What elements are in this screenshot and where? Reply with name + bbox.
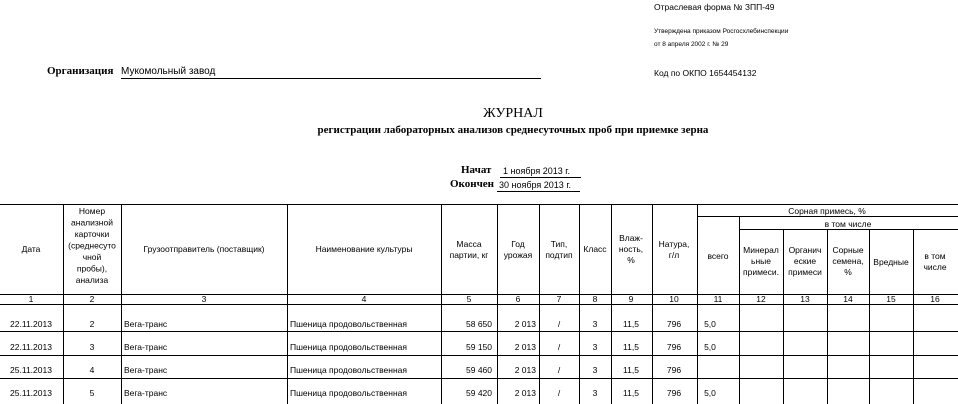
header-mass: Масса [456, 239, 482, 249]
column-number: 7 [556, 294, 562, 304]
header-natura: г/л [668, 250, 680, 260]
column-number: 10 [669, 294, 679, 304]
start-value: 1 ноября 2013 г. [500, 165, 581, 178]
row-type: / [557, 388, 561, 398]
header-mineral: примеси. [742, 267, 780, 277]
row-class: 3 [592, 388, 598, 398]
row-culture: Пшеница продовольственная [290, 365, 407, 375]
row-natura: 796 [666, 319, 682, 329]
row-culture: Пшеница продовольственная [290, 388, 407, 398]
row-mass: 58 650 [466, 319, 492, 329]
row-date: 22.11.2013 [10, 342, 52, 352]
column-number: 3 [201, 294, 207, 304]
header-mineral: Минерал [743, 245, 779, 255]
row-natura: 796 [666, 365, 682, 375]
row-weed-total: 5,0 [704, 319, 716, 329]
header-incl: в том числе [824, 219, 872, 229]
header-incl-2: в том [924, 251, 946, 261]
header-card-number: (среднесуто [68, 240, 116, 251]
row-type: / [557, 319, 561, 329]
header-type: Тип, [550, 239, 568, 249]
header-total: всего [707, 251, 729, 261]
journal-subtitle: регистрации лабораторных анализов среднесуточных проб при приемке зерна [317, 124, 709, 136]
row-moisture: 11,5 [623, 342, 639, 352]
row-shipper: Вега-транс [124, 342, 168, 352]
row-class: 3 [592, 342, 598, 352]
end-label: Окончен [450, 178, 495, 190]
header-card-number: анализной [71, 217, 113, 228]
column-number: 14 [843, 294, 853, 304]
column-number: 8 [592, 294, 598, 304]
column-number: 12 [756, 294, 766, 304]
row-date: 25.11.2013 [10, 388, 52, 398]
row-card-number: 5 [89, 388, 95, 398]
row-moisture: 11,5 [623, 388, 639, 398]
header-seeds: Сорные [832, 245, 864, 255]
header-class: Класс [583, 244, 607, 254]
header-culture: Наименование культуры [315, 244, 413, 254]
end-value: 30 ноября 2013 г. [497, 179, 580, 192]
row-weed-total: 5,0 [704, 388, 716, 398]
approved-line-1: Утверждена приказом Росгосхлебинспекции [654, 28, 789, 35]
column-number: 4 [361, 294, 367, 304]
row-type: / [557, 365, 561, 375]
header-card-number: анализа [75, 275, 109, 285]
row-shipper: Вега-транс [124, 365, 168, 375]
start-label: Начат [461, 164, 492, 176]
org-value: Мукомольный завод [121, 66, 541, 79]
row-year: 2 013 [514, 365, 536, 375]
header-seeds: % [844, 267, 852, 277]
column-number: 15 [886, 294, 896, 304]
header-organic: Органич [788, 245, 822, 255]
row-mass: 59 460 [466, 365, 492, 375]
row-year: 2 013 [514, 342, 536, 352]
row-class: 3 [592, 365, 598, 375]
column-number: 9 [628, 294, 634, 304]
header-moisture: % [627, 255, 635, 265]
row-culture: Пшеница продовольственная [290, 342, 407, 352]
column-number: 16 [930, 294, 940, 304]
column-number: 2 [89, 294, 95, 304]
row-natura: 796 [666, 342, 682, 352]
header-mineral: ьные [751, 256, 771, 266]
header-type: подтип [545, 250, 573, 260]
column-number: 5 [466, 294, 472, 304]
header-moisture: Влаж- [619, 233, 643, 243]
column-number: 13 [800, 294, 810, 304]
row-year: 2 013 [514, 319, 536, 329]
approved-line-2: от 8 апреля 2002 г. № 29 [654, 41, 729, 48]
header-natura: Натура, [658, 239, 690, 249]
row-weed-total: 5,0 [704, 342, 716, 352]
header-year: Год [511, 239, 525, 249]
row-culture: Пшеница продовольственная [290, 319, 407, 329]
row-mass: 59 420 [466, 388, 492, 398]
header-shipper: Грузоотправитель (поставщик) [143, 244, 265, 254]
row-moisture: 11,5 [623, 319, 639, 329]
form-number: Отраслевая форма № ЗПП-49 [654, 2, 775, 12]
row-mass: 59 150 [466, 342, 492, 352]
row-natura: 796 [666, 388, 682, 398]
row-moisture: 11,5 [623, 365, 639, 375]
header-mass: партии, кг [449, 250, 489, 260]
row-shipper: Вега-транс [124, 388, 168, 398]
row-card-number: 2 [89, 319, 95, 329]
org-label: Организация [47, 65, 114, 77]
column-number: 1 [28, 294, 34, 304]
row-class: 3 [592, 319, 598, 329]
header-harmful: Вредные [873, 257, 909, 267]
row-card-number: 3 [89, 342, 95, 352]
okpo-code: Код по ОКПО 1654454132 [654, 68, 757, 78]
header-year: урожая [503, 250, 533, 260]
header-moisture: ность, [618, 244, 644, 254]
header-organic: еские [793, 256, 817, 266]
row-date: 22.11.2013 [10, 319, 52, 329]
row-card-number: 4 [89, 365, 95, 375]
header-card-number: чной [82, 252, 102, 262]
header-card-number: Номер [78, 206, 106, 216]
row-year: 2 013 [514, 388, 536, 398]
header-card-number: карточки [74, 229, 110, 239]
header-date: Дата [21, 244, 41, 254]
header-card-number: пробы), [76, 263, 108, 274]
journal-title: ЖУРНАЛ [483, 106, 543, 121]
row-type: / [557, 342, 561, 352]
column-number: 6 [515, 294, 521, 304]
header-seeds: семена, [832, 256, 864, 266]
header-incl-2: числе [923, 262, 947, 272]
row-shipper: Вега-транс [124, 319, 168, 329]
row-date: 25.11.2013 [10, 365, 52, 375]
header-organic: примеси [788, 267, 822, 277]
header-weed: Сорная примесь, % [788, 206, 866, 216]
column-number: 11 [713, 294, 723, 304]
